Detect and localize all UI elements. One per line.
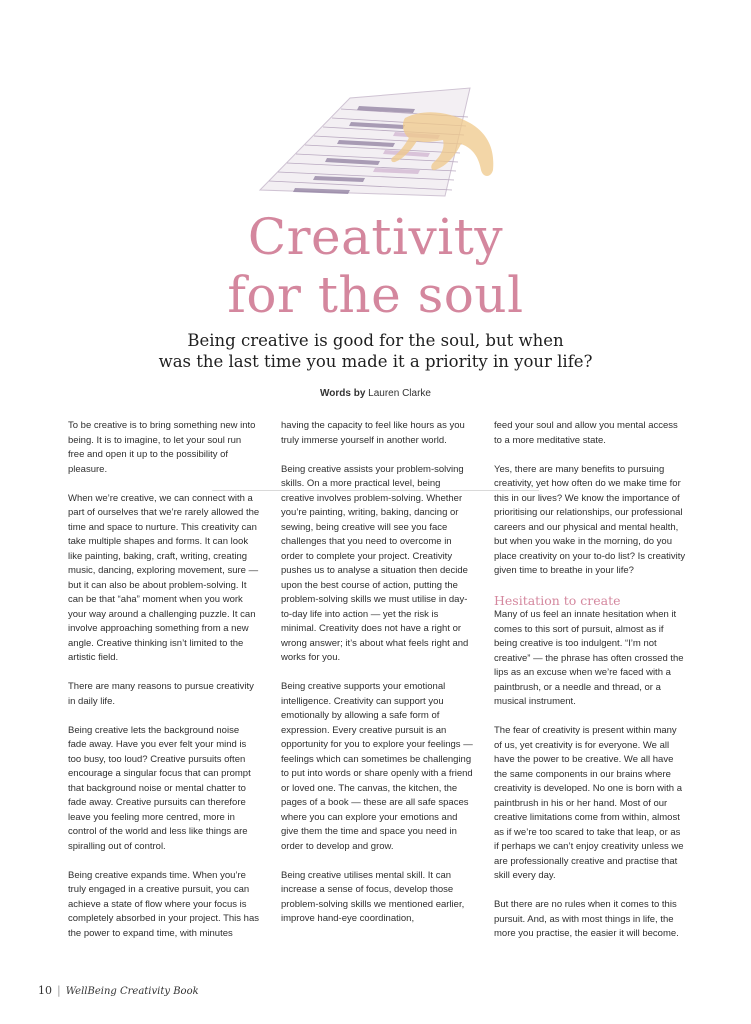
byline-author: Lauren Clarke (368, 388, 431, 399)
paragraph: When we’re creative, we can connect with a part of ourselves that we’re rarely allowed the time and space to nurture. This creativity can take multiple shapes and forms. It can look like painting, baking, craft, writing, creating music, dancing, exploring movement, sure — but it can also be about problem-solving. It can be that “aha” moment when you work your way around a challenging puzzle. It can involve approaching something from a new angle. Creative thinking isn’t limited to the artistic field. (68, 492, 260, 663)
paragraph: The fear of creativity is present within many of us, yet creativity is for everyone. We all have the power to be creative. We all have the same components in our brains where creativity is developed. No one is born with a paintbrush in his or her hand. Most of our creative limitations come from within, almost as if we’re too scared to take that leap, or as if perhaps we can’t enjoy creativity unless we are professionally creative and practise that skill every day. (494, 725, 684, 881)
column-2 (281, 419, 473, 941)
piano-keys (260, 88, 470, 196)
paragraph: To be creative is to bring something new into being. It is to imagine, to let your soul run free and open it up to the possibility of pleasure. (68, 420, 256, 475)
paragraph: Being creative assists your problem-solving skills. On a more practical level, being creative involves problem-solving. Whether you’re painting, writing, baking, dancing or sewing, being creative will see you face challenges that you need to overcome in order to complete your project. Creativity pushes us to analyse a situation then decide upon the best course of action, putting the problem-solving skills we must utilise in day-to-day life into action — yet the risk is minimal. Creativity does not have a right or wrong answer; it’s about what feels right and works for you. (281, 463, 469, 663)
subtitle (0, 330, 751, 372)
page-number: 10 (38, 984, 52, 997)
paragraph: feed your soul and allow you mental access to a more meditative state. (494, 420, 678, 446)
paragraph: Being creative lets the background noise fade away. Have you ever felt your mind is too busy, too loud? Creative pursuits often encourage a singular focus that can prompt that background noise or mental chatter to fade away. Creative pursuits can therefore leave you feeling more centred, more in control of the world and less like things are spiralling out of control. (68, 724, 251, 852)
paragraph: Being creative supports your emotional intelligence. Creativity can support you emotionally by allowing a safe form of expression. Every creative pursuit is an opportunity for you to explore your feelings — feelings which can sometimes be challenging to put into words or share openly with a friend or loved one. The canvas, the kitchen, the pages of a book — these are all safe spaces where you can explore your emotions and give them the time and space you need in order to develop and grow. (281, 681, 473, 852)
piano-hand-illustration (255, 78, 505, 206)
title-line-2: for the soul (227, 266, 524, 324)
paragraph: Yes, there are many benefits to pursuing creativity, yet how often do we make time for this in our lives? We know the importance of prioritising our relationships, our professional careers and our physical and mental health, but when you wake in the morning, do you place creativity on your to-do list? Is creativity given time to breathe in your life? (494, 463, 686, 576)
paragraph: There are many reasons to pursue creativity in daily life. (68, 681, 254, 707)
subtitle-line-1: Being creative is good for the soul, but when (187, 331, 564, 350)
byline (0, 388, 751, 399)
title-line-1: Creativity (247, 208, 504, 266)
paragraph: Being creative expands time. When you’re truly engaged in a creative pursuit, you can achieve a state of flow where your focus is completely absorbed in your project. This has the power to expand time, with minutes (68, 869, 259, 939)
subtitle-line-2: was the last time you made it a priority in your life? (158, 352, 593, 371)
paragraph: having the capacity to feel like hours as you truly immerse yourself in another world. (281, 420, 465, 446)
byline-label: Words by (320, 388, 366, 399)
paragraph: But there are no rules when it comes to this pursuit. And, as with most things in life, the more you practise, the easier it will become. (494, 899, 679, 939)
section-heading: Hesitation to create (494, 593, 621, 608)
column-3 (494, 419, 686, 956)
publication-name: WellBeing Creativity Book (65, 986, 199, 997)
paragraph: Being creative utilises mental skill. It can increase a sense of focus, develop those problem-solving skills we mentioned earlier, improve hand-eye coordination, (281, 869, 465, 924)
page-footer (38, 984, 199, 997)
footer-separator: | (57, 984, 61, 997)
column-1 (68, 419, 260, 956)
paragraph: Many of us feel an innate hesitation when it comes to this sort of pursuit, almost as if being creative is too indulgent. “I’m not creative” — the phrase has often crossed the lips as an excuse when we’re faced with a paintbrush, or a needle and thread, or a musical instrument. (494, 609, 684, 707)
